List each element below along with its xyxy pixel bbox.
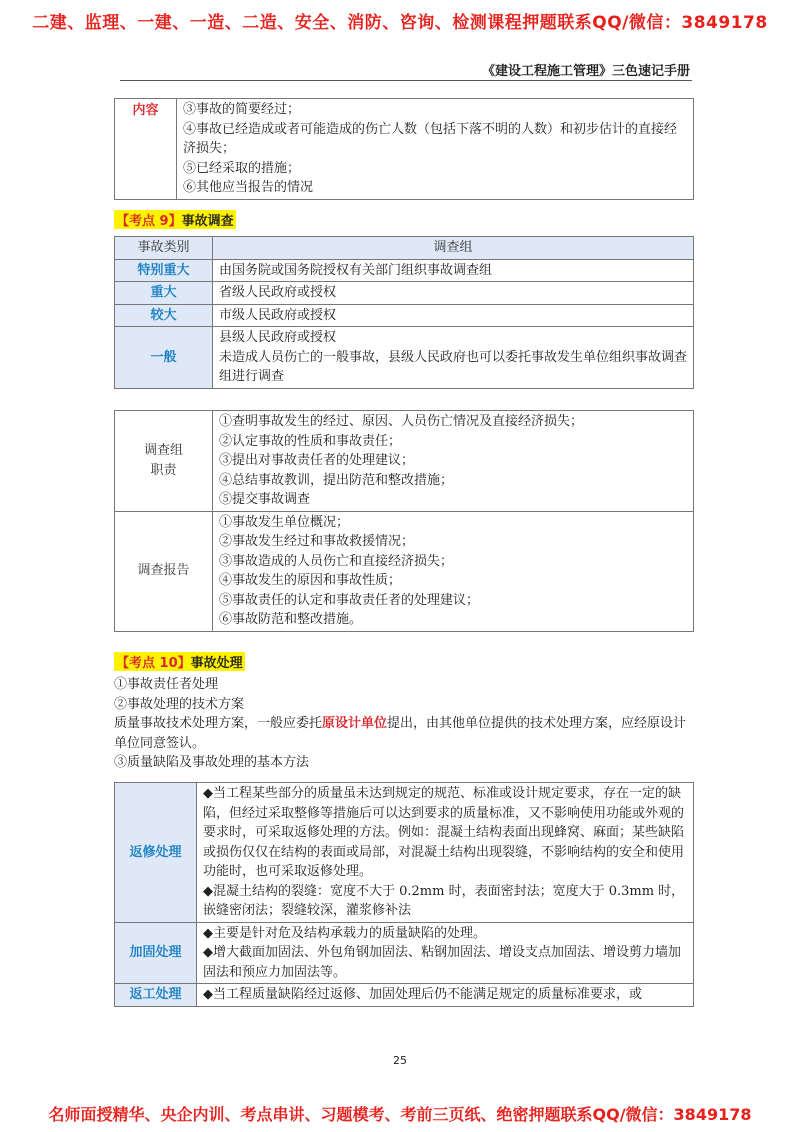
list-item: ⑤提交事故调查 — [219, 492, 311, 507]
text-span: 提出，由其他单位提供的技术处理方案，应经原设计单位同意签认。 — [114, 716, 687, 751]
page-number: 25 — [393, 1054, 407, 1067]
list-item: ◆增大截面加固法、外包角钢加固法、粘钢加固法、增设支点加固法、增设剪力墙加固法和预应力加固法等。 — [203, 945, 681, 980]
point10-heading — [114, 652, 245, 671]
book-title: 《建设工程施工管理》三色速记手册 — [481, 64, 690, 79]
list-item: 未造成人员伤亡的一般事故，县级人民政府也可以委托事故发生单位组织事故调查组进行调查 — [219, 349, 688, 384]
table-cell — [197, 984, 694, 1007]
text-span: 质量事故技术处理方案，一般应委托 — [114, 716, 323, 731]
table-row — [115, 922, 694, 984]
point10-title: 事故处理 — [190, 656, 243, 671]
duties-label-line: 职责 — [150, 462, 177, 478]
methods-table — [114, 782, 694, 1007]
table-cell: 加固处理 — [115, 922, 197, 984]
table-row — [115, 511, 694, 631]
list-item: ⑤已经采取的措施； — [183, 160, 301, 176]
table-cell: 一般 — [115, 327, 213, 389]
paragraph: ①事故责任者处理 — [114, 677, 219, 692]
list-item: ◆当工程质量缺陷经过返修、加固处理后仍不能满足规定的质量标准要求，或 — [203, 987, 642, 1002]
table-header: 调查组 — [213, 237, 694, 260]
report-content-table — [114, 98, 694, 200]
duties-label — [115, 411, 213, 512]
point9-section — [114, 236, 694, 389]
table-row — [115, 411, 694, 512]
table-cell: 返修处理 — [115, 783, 197, 923]
list-item: ①查明事故发生的经过、原因、人员伤亡情况及直接经济损失； — [219, 414, 584, 429]
report-content-label: 内容 — [115, 99, 177, 200]
list-item: ◆混凝土结构的裂缝：宽度不大于 0.2mm 时，表面密封法；宽度大于 0.3mm 时，嵌缝密闭法；裂缝较深，灌浆修补法 — [203, 883, 685, 918]
list-item: 县级人民政府或授权 — [219, 330, 337, 345]
methods-section — [114, 782, 694, 1007]
highlight-text: 原设计单位 — [322, 716, 388, 731]
table-cell: 省级人民政府或授权 — [213, 282, 694, 305]
point10-tag: 【考点 10】 — [116, 656, 191, 671]
list-item: ⑥其他应当报告的情况 — [183, 180, 314, 195]
table-cell: 较大 — [115, 304, 213, 327]
list-item: ①事故发生单位概况； — [219, 514, 350, 530]
table-row — [115, 327, 694, 389]
list-item: ③提出对事故责任者的处理建议； — [219, 453, 415, 468]
report-label: 调查报告 — [115, 511, 213, 631]
paragraph: ③质量缺陷及事故处理的基本方法 — [114, 755, 310, 770]
duties-section — [114, 410, 694, 632]
list-item: ③事故的简要经过； — [183, 102, 301, 117]
duties-table — [114, 410, 694, 632]
paragraph — [114, 714, 694, 753]
list-item: ②事故发生经过和事故救援情况； — [219, 534, 415, 549]
list-item: ④事故已经造成或者可能造成的伤亡人数（包括下落不明的人数）和初步估计的直接经济损失； — [183, 121, 678, 156]
point9-heading — [114, 210, 694, 229]
list-item: ⑥事故防范和整改措施。 — [219, 612, 363, 627]
list-item: ④总结事故教训，提出防范和整改措施； — [219, 472, 454, 488]
list-item: ◆当工程某些部分的质量虽未达到规定的规范、标准或设计规定要求，存在一定的缺陷，但经过采取整修等措施后可以达到要求的质量标准，又不影响使用功能或外观的要求时，可采取返修处理的方法。例如：混凝土结构表面出现蜂窝、麻面；某些缺陷或损伤仅仅在结构的表面或局部，对混凝土结构出现裂缝，不影响结构的安全和使用功能时，也可采取返修处理。 — [203, 786, 685, 879]
top-banner: 二建、监理、一建、一造、二造、安全、消防、咨询、检测课程押题联系QQ/微信：3849178 — [32, 13, 768, 33]
table-cell: 返工处理 — [115, 984, 197, 1007]
table-cell — [197, 783, 694, 923]
list-item: ④事故发生的原因和事故性质； — [219, 573, 402, 588]
point10-section — [114, 652, 694, 773]
bottom-banner: 名师面授精华、央企内训、考点串讲、习题模考、考前三页纸、绝密押题联系QQ/微信：3849178 — [48, 1105, 752, 1124]
table-row — [115, 783, 694, 923]
list-item: ③事故造成的人员伤亡和直接经济损失； — [219, 553, 454, 569]
table-row — [115, 282, 694, 305]
table-cell: 由国务院或国务院授权有关部门组织事故调查组 — [213, 259, 694, 282]
report-content-items — [177, 99, 694, 200]
table-cell: 重大 — [115, 282, 213, 305]
point9-tag: 【考点 9】 — [116, 214, 182, 229]
report-items — [213, 511, 694, 631]
table-cell: 特别重大 — [115, 259, 213, 282]
table-header: 事故类别 — [115, 237, 213, 260]
table-cell — [197, 922, 694, 984]
header-rule — [120, 80, 692, 81]
list-item: ⑤事故责任的认定和事故责任者的处理建议； — [219, 592, 480, 608]
duties-label-line: 调查组 — [143, 443, 183, 459]
table-row — [115, 984, 694, 1007]
table-row — [115, 259, 694, 282]
paragraph: ②事故处理的技术方案 — [114, 696, 245, 712]
point9-title: 事故调查 — [181, 214, 234, 229]
table-cell: 市级人民政府或授权 — [213, 304, 694, 327]
investigation-table — [114, 236, 694, 389]
table-cell — [213, 327, 694, 389]
report-content-section — [114, 98, 694, 200]
list-item: ②认定事故的性质和事故责任； — [219, 433, 402, 449]
duties-items — [213, 411, 694, 512]
list-item: ◆主要是针对危及结构承载力的质量缺陷的处理。 — [203, 925, 486, 941]
table-row — [115, 304, 694, 327]
